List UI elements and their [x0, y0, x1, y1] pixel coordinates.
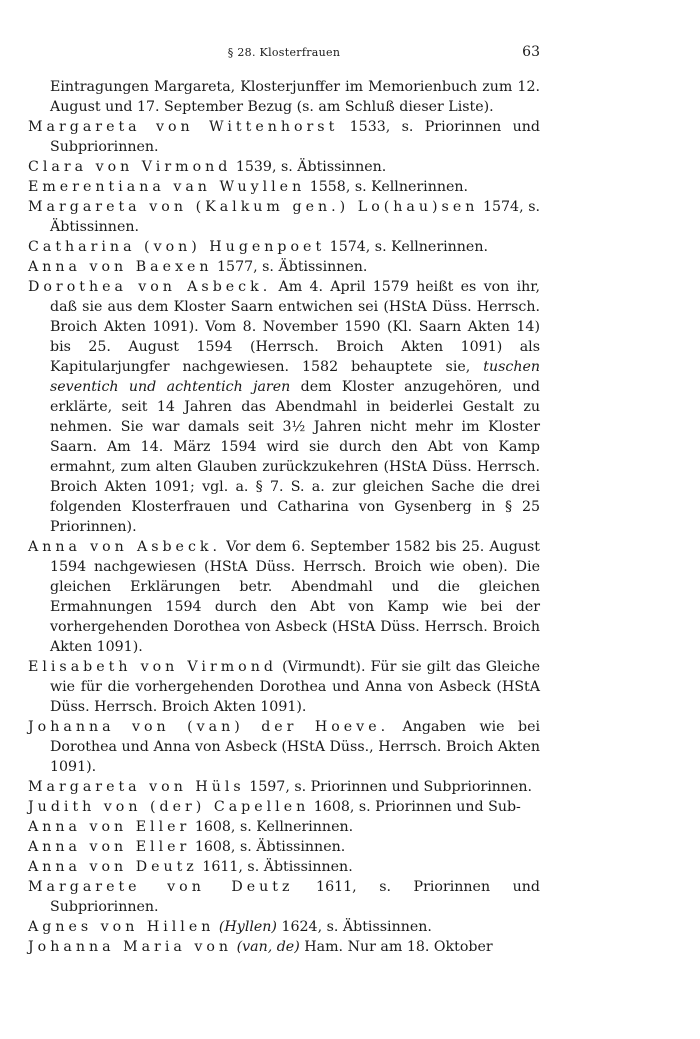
- list-item: Dorothea von Asbeck. Am 4. April 1579 heißt es von ihr, daß sie aus dem Kloster Saarn entwichen sei (HStA Düss. Herrsch. Broich Akten 1091). Vom 8. November 1590 (Kl. Saarn Akten 14) bis 25. August 1594 (Herrsch. Broich Akten 1091) als Kapitularjungfer nachgewiesen. 1582 behauptete sie, tuschen seventich und achtentich jaren dem Kloster anzugehören, und erklärte, seit 14 Jahren das Abendmahl in beiderlei Gestalt zu nehmen. Sie war damals seit 3½ Jahren nicht mehr im Kloster Saarn. Am 14. März 1594 wird sie durch den Abt von Kamp ermahnt, zum alten Glauben zurückzukehren (HStA Düss. Herrsch. Broich Akten 1091; vgl. a. § 7. S. a. zur gleichen Sache die drei folgenden Klosterfrauen und Catharina von Gysenberg in § 25 Priorinnen).: [28, 279, 540, 535]
- entry-name: Agnes von Hillen: [28, 919, 215, 935]
- italic-quote: tuschen seventich und achtentich jaren: [50, 359, 540, 395]
- list-item: Judith von (der) Capellen 1608, s. Priorinnen und Sub-: [28, 799, 521, 815]
- list-item: Johanna Maria von (van, de) Ham. Nur am 18. Oktober: [28, 939, 493, 955]
- entry-name: Elisabeth von Virmond: [28, 659, 277, 675]
- list-item: Emerentiana van Wuyllen 1558, s. Kellnerinnen.: [28, 179, 469, 195]
- list-item: Margareta von (Kalkum gen.) Lo(hau)sen 1574, s. Äbtissinnen.: [28, 199, 540, 235]
- list-item: Agnes von Hillen (Hyllen) 1624, s. Äbtissinnen.: [28, 919, 432, 935]
- list-item: Anna von Eller 1608, s. Äbtissinnen.: [28, 839, 346, 855]
- entry-name: Clara von Virmond: [28, 159, 232, 175]
- entry-name: Johanna Maria von: [28, 939, 233, 955]
- section-title: § 28. Klosterfrauen: [227, 46, 341, 59]
- entry-name: Anna von Asbeck.: [28, 539, 222, 555]
- entry-name: Catharina (von) Hugenpoet: [28, 239, 326, 255]
- entry-name: Anna von Eller: [28, 819, 191, 835]
- list-item: Anna von Eller 1608, s. Kellnerinnen.: [28, 819, 354, 835]
- entry-name: Anna von Eller: [28, 839, 191, 855]
- page-number: 63: [522, 44, 540, 60]
- running-header: [28, 44, 540, 64]
- entry-name: Margarete von Deutz: [28, 879, 294, 895]
- italic-variant: (van, de): [236, 939, 300, 955]
- entry-name: Johanna von (van) der Hoeve.: [28, 719, 390, 735]
- entry-name: Margareta von Wittenhorst: [28, 119, 339, 135]
- entry-name: Margareta von Hüls: [28, 779, 245, 795]
- list-item: Margareta von Hüls 1597, s. Priorinnen und Subpriorinnen.: [28, 779, 533, 795]
- list-item: Eintragungen Margareta, Klosterjunffer im Memorienbuch zum 12. August und 17. September Bezug (s. am Schluß dieser Liste).: [50, 79, 540, 115]
- entry-name: Judith von (der) Capellen: [28, 799, 310, 815]
- list-item: Margareta von Wittenhorst 1533, s. Priorinnen und Subpriorinnen.: [28, 119, 540, 155]
- list-item: Anna von Deutz 1611, s. Äbtissinnen.: [28, 859, 353, 875]
- list-item: Catharina (von) Hugenpoet 1574, s. Kellnerinnen.: [28, 239, 488, 255]
- entry-name: Anna von Deutz: [28, 859, 198, 875]
- list-item: Margarete von Deutz 1611, s. Priorinnen und Subpriorinnen.: [28, 879, 540, 915]
- entry-name: Emerentiana van Wuyllen: [28, 179, 306, 195]
- list-item: Clara von Virmond 1539, s. Äbtissinnen.: [28, 159, 387, 175]
- entry-name: Dorothea von Asbeck.: [28, 279, 272, 295]
- list-item: Johanna von (van) der Hoeve. Angaben wie bei Dorothea und Anna von Asbeck (HStA Düss., Herrsch. Broich Akten 1091).: [28, 719, 540, 775]
- list-item: Anna von Asbeck. Vor dem 6. September 1582 bis 25. August 1594 nachgewiesen (HStA Düss. Herrsch. Broich wie oben). Die gleichen Erklärungen betr. Abendmahl und die gleichen Ermahnungen 1594 durch den Abt von Kamp wie bei der vorhergehenden Dorothea von Asbeck (HStA Düss. Herrsch. Broich Akten 1091).: [28, 539, 541, 655]
- entry-list: [28, 77, 540, 957]
- entry-name: Anna von Baexen: [28, 259, 213, 275]
- italic-variant: (Hyllen): [218, 919, 277, 935]
- list-item: Elisabeth von Virmond (Virmundt). Für sie gilt das Gleiche wie für die vorhergehenden Dorothea und Anna von Asbeck (HStA Düss. Herrsch. Broich Akten 1091).: [28, 659, 540, 715]
- entry-name: Margareta von (Kalkum gen.) Lo(hau)sen: [28, 199, 479, 215]
- list-item: Anna von Baexen 1577, s. Äbtissinnen.: [28, 259, 368, 275]
